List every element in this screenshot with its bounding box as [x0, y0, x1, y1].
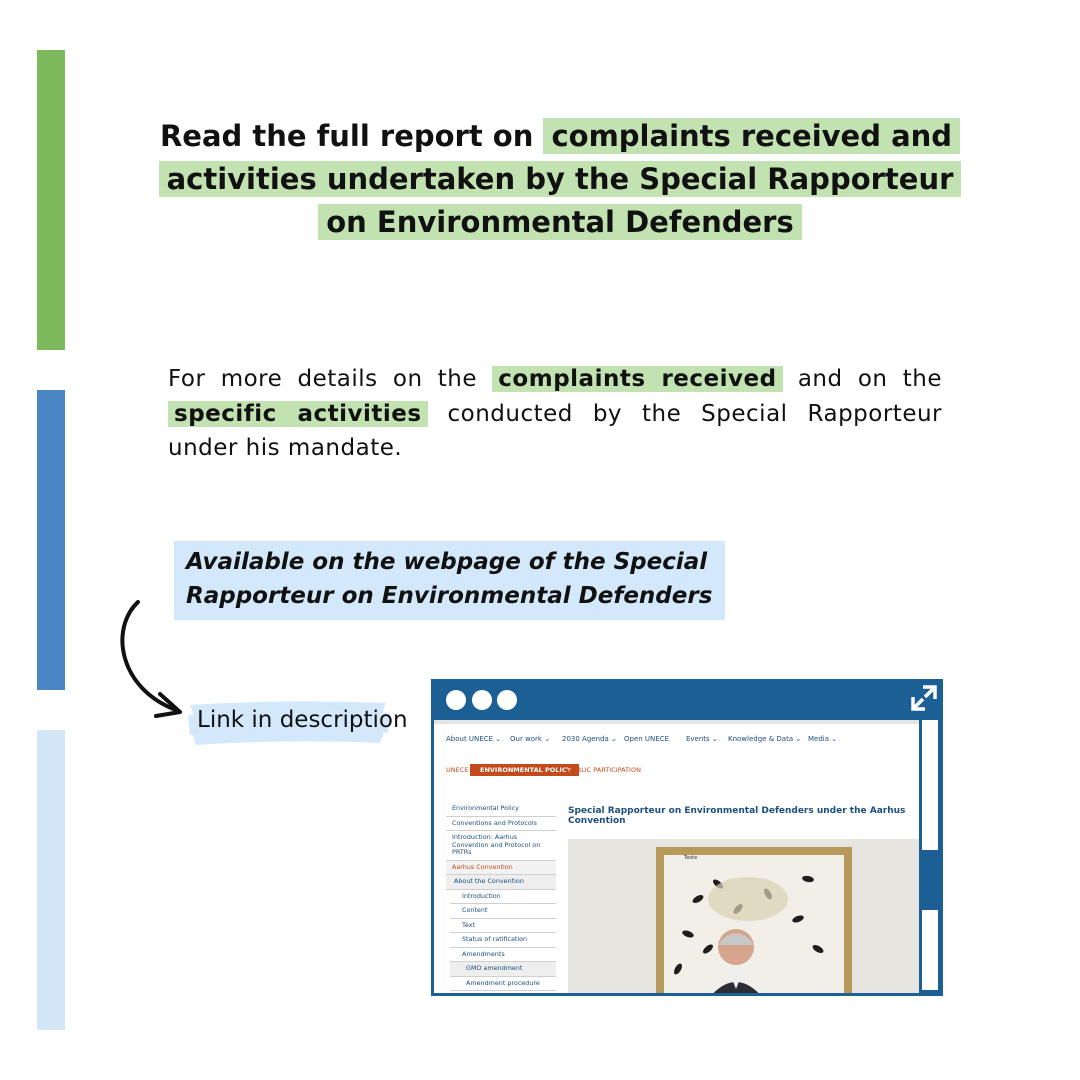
rapporteur-photo: [568, 839, 919, 993]
breadcrumb-unece[interactable]: UNECE: [446, 766, 469, 774]
nav-our-work[interactable]: Our work ⌄: [510, 735, 551, 743]
light-blue-accent-bar: [37, 730, 65, 1030]
window-dot-icon: [472, 690, 492, 710]
sidebar-item[interactable]: Conventions and Protocols: [446, 817, 556, 832]
paragraph-part2: and on the: [782, 366, 942, 392]
headline-highlight: complaints received and activities undertaken by the Special Rapporteur on Environmental Defenders: [159, 118, 962, 240]
nav-knowledge-data[interactable]: Knowledge & Data ⌄: [728, 735, 802, 743]
expand-icon[interactable]: [909, 683, 939, 713]
nav-media[interactable]: Media ⌄: [808, 735, 838, 743]
headline: [150, 115, 970, 244]
nav-2030-agenda[interactable]: 2030 Agenda ⌄: [562, 735, 617, 743]
sidebar-menu: [446, 802, 556, 991]
sidebar-subitem[interactable]: Amendment procedure: [450, 977, 556, 992]
paragraph-highlight-activities: specific activities: [168, 401, 428, 427]
webpage-screenshot: [434, 720, 919, 993]
window-dot-icon: [446, 690, 466, 710]
link-in-description[interactable]: Link in description: [197, 707, 408, 733]
breadcrumb-environmental-policy[interactable]: ENVIRONMENTAL POLICY: [470, 764, 579, 776]
photo-caption: Texte: [684, 855, 698, 861]
blue-accent-bar: [37, 390, 65, 690]
nav-events[interactable]: Events ⌄: [686, 735, 718, 743]
details-paragraph: [168, 362, 942, 466]
sidebar-subitem[interactable]: Amendments: [450, 948, 556, 963]
sidebar-subitem[interactable]: Content: [450, 904, 556, 919]
portrait-illustration: [568, 839, 919, 993]
page-top-rule: [434, 720, 919, 724]
nav-open-unece[interactable]: Open UNECE: [624, 735, 670, 743]
sidebar-item-active[interactable]: Aarhus Convention: [446, 861, 556, 876]
paragraph-highlight-complaints: complaints received: [492, 366, 782, 392]
page-title: Special Rapporteur on Environmental Defenders under the Aarhus Convention: [568, 806, 906, 826]
breadcrumb-public-participation[interactable]: PUBLIC PARTICIPATION: [568, 766, 641, 774]
sidebar-item[interactable]: Environmental Policy: [446, 802, 556, 817]
sidebar-subitem[interactable]: GMO amendment: [450, 962, 556, 977]
headline-prefix: Read the full report on: [159, 119, 544, 153]
sidebar-subitem[interactable]: Status of ratification: [450, 933, 556, 948]
sidebar-subitem[interactable]: Text: [450, 919, 556, 934]
paragraph-part1: For more details on the: [168, 366, 493, 392]
sidebar-item[interactable]: Introduction: Aarhus Convention and Protocol on PRTRs: [446, 831, 556, 861]
paragraph-part3: conducted by the Special Rapporteur under his mandate.: [168, 400, 942, 461]
curved-arrow-icon: [110, 598, 190, 722]
sidebar-subitem[interactable]: Introduction: [450, 890, 556, 905]
available-text: Available on the webpage of the Special Rapporteur on Environmental Defenders: [186, 549, 713, 609]
scrollbar-track-top[interactable]: [922, 720, 938, 850]
green-accent-bar: [37, 50, 65, 350]
scrollbar-track-bottom[interactable]: [922, 910, 938, 990]
window-dot-icon: [497, 690, 517, 710]
nav-about-unece[interactable]: About UNECE ⌄: [446, 735, 502, 743]
sidebar-subitem[interactable]: About the Convention: [446, 875, 556, 890]
